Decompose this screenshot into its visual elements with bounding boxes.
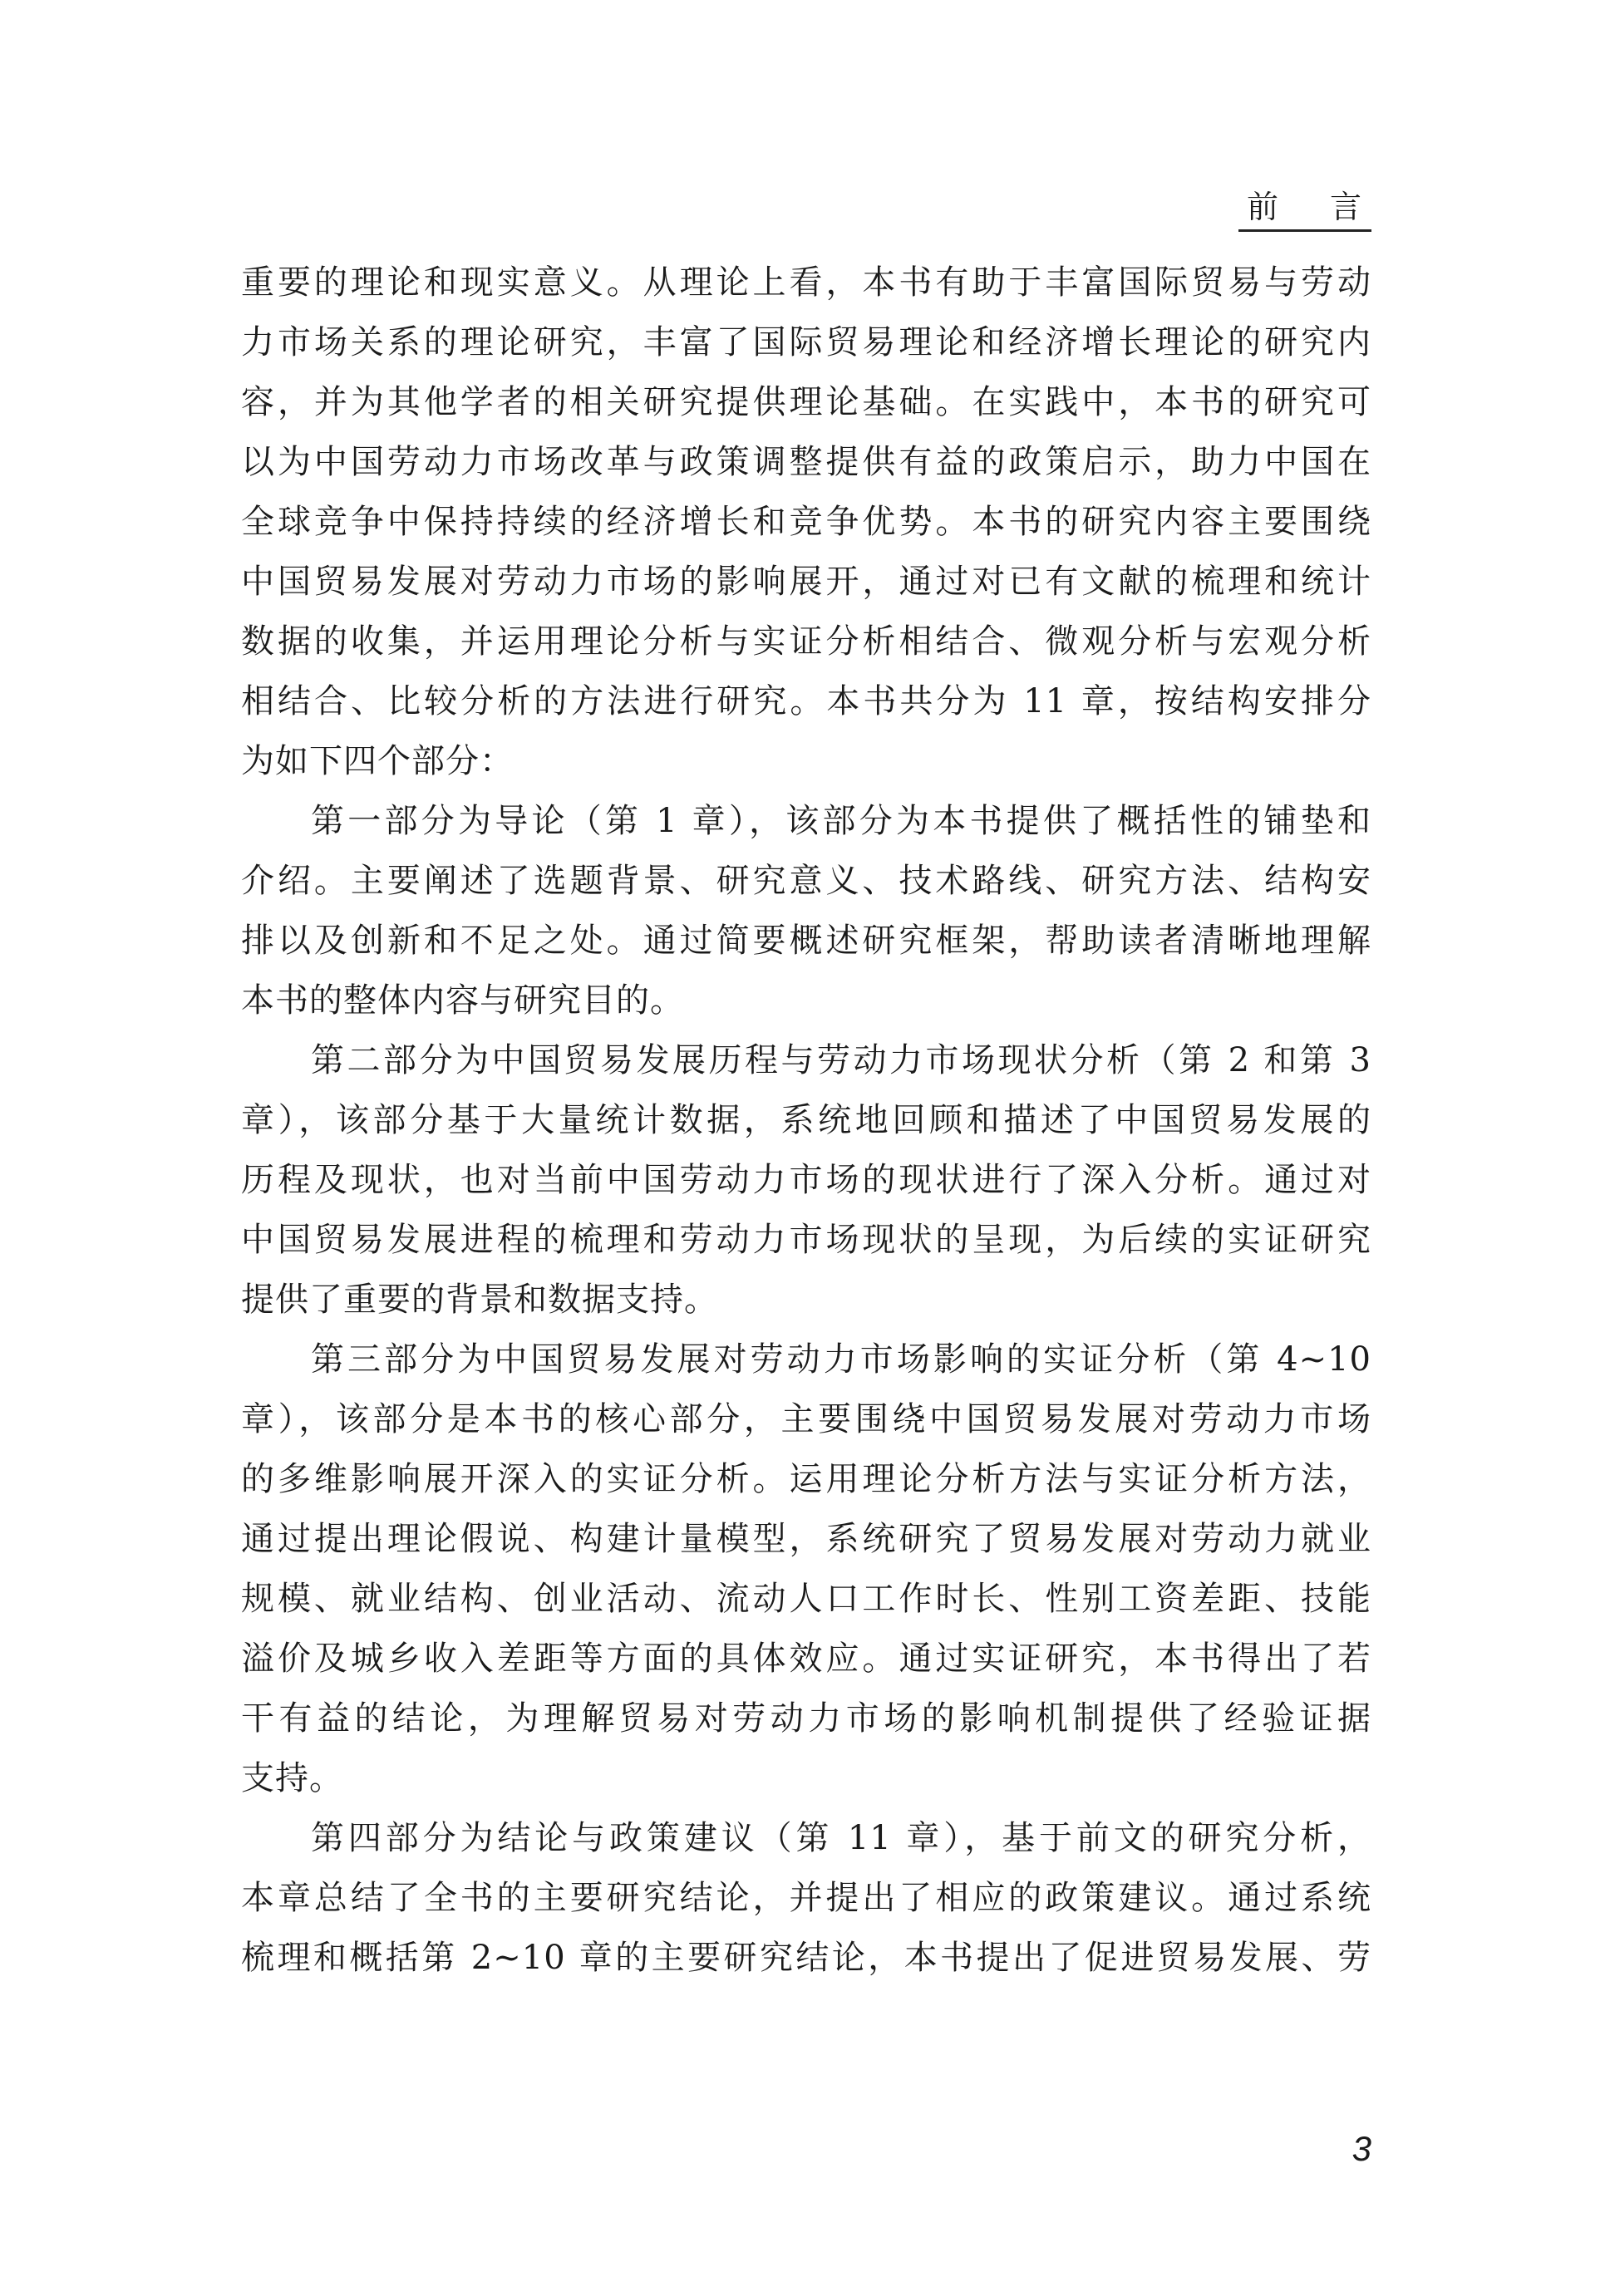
text-line: 重要的理论和现实意义。从理论上看，本书有助于丰富国际贸易与劳动 [241,263,1371,302]
section-title: 前言 [1247,189,1414,225]
text-line: 本书的整体内容与研究目的。 [241,981,684,1020]
text-line: 章），该部分基于大量统计数据，系统地回顾和描述了中国贸易发展的 [241,1101,1371,1139]
text-line: 章），该部分是本书的核心部分，主要围绕中国贸易发展对劳动力市场 [241,1400,1371,1438]
text-line: 支持。 [241,1759,343,1797]
text-line: 介绍。主要阐述了选题背景、研究意义、技术路线、研究方法、结构安 [241,862,1371,900]
text-line: 干有益的结论，为理解贸易对劳动力市场的影响机制提供了经验证据 [241,1699,1371,1738]
running-head [1238,176,1414,232]
text-line: 通过提出理论假说、构建计量模型，系统研究了贸易发展对劳动力就业 [241,1520,1371,1558]
paragraph [241,1030,1371,1330]
text-line: 为如下四个部分： [241,742,514,780]
paragraph [241,253,1371,791]
page-number: 3 [1352,2129,1371,2168]
text-line: 排以及创新和不足之处。通过简要概述研究框架，帮助读者清晰地理解 [241,922,1371,960]
text-line: 以为中国劳动力市场改革与政策调整提供有益的政策启示，助力中国在 [241,443,1371,481]
text-line: 第二部分为中国贸易发展历程与劳动力市场现状分析（第 2 和第 3 [311,1041,1371,1079]
text-line: 历程及现状，也对当前中国劳动力市场的现状进行了深入分析。通过对 [241,1161,1371,1199]
text-line: 中国贸易发展对劳动力市场的影响展开，通过对已有文献的梳理和统计 [241,563,1371,601]
text-line: 提供了重要的背景和数据支持。 [241,1281,718,1319]
text-line: 规模、就业结构、创业活动、流动人口工作时长、性别工资差距、技能 [241,1580,1371,1618]
text-line: 中国贸易发展进程的梳理和劳动力市场现状的呈现，为后续的实证研究 [241,1221,1371,1259]
text-line: 第四部分为结论与政策建议（第 11 章），基于前文的研究分析， [311,1819,1371,1857]
paragraph [241,1808,1371,1988]
text-line: 本章总结了全书的主要研究结论，并提出了相应的政策建议。通过系统 [241,1879,1371,1917]
text-line: 数据的收集，并运用理论分析与实证分析相结合、微观分析与宏观分析 [241,622,1371,661]
text-line: 全球竞争中保持持续的经济增长和竞争优势。本书的研究内容主要围绕 [241,503,1371,541]
text-line: 第三部分为中国贸易发展对劳动力市场影响的实证分析（第 4~10 [311,1340,1371,1379]
text-line: 第一部分为导论（第 1 章），该部分为本书提供了概括性的铺垫和 [311,802,1371,840]
text-line: 相结合、比较分析的方法进行研究。本书共分为 11 章，按结构安排分 [241,682,1371,720]
text-line: 容，并为其他学者的相关研究提供理论基础。在实践中，本书的研究可 [241,383,1371,421]
text-line: 力市场关系的理论研究，丰富了国际贸易理论和经济增长理论的研究内 [241,323,1371,361]
body-text [241,253,1371,1988]
text-line: 梳理和概括第 2~10 章的主要研究结论，本书提出了促进贸易发展、劳 [241,1939,1371,1977]
paragraph [241,1330,1371,1808]
text-line: 的多维影响展开深入的实证分析。运用理论分析方法与实证分析方法， [241,1460,1371,1498]
text-line: 溢价及城乡收入差距等方面的具体效应。通过实证研究，本书得出了若 [241,1640,1371,1678]
paragraph [241,791,1371,1030]
